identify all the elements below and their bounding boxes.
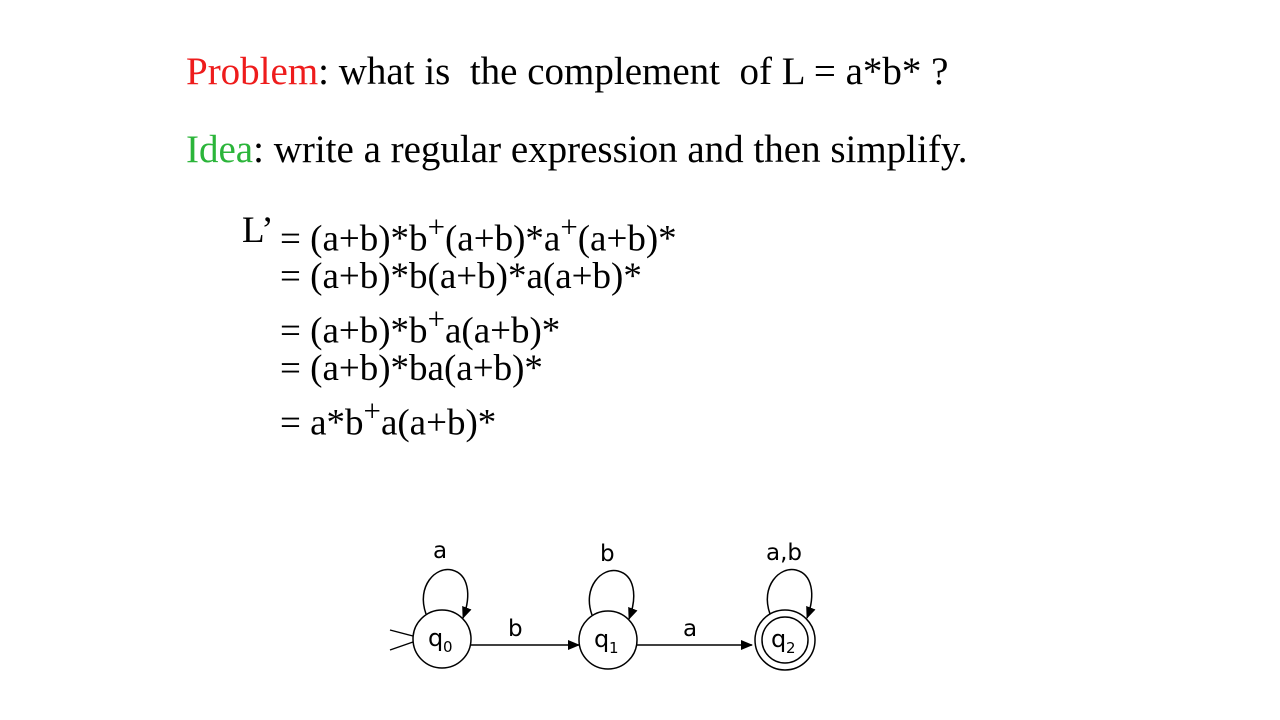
problem-keyword: Problem [186,50,319,93]
state-q1-name: q [594,625,610,653]
derivation-lhs: L’ [242,210,274,251]
transition-label-a: a [683,616,698,642]
state-q1 [579,611,637,669]
transition-label-b: b [508,616,523,642]
idea-keyword: Idea [186,128,254,171]
self-loop-q0 [423,538,467,618]
expr-part: = a*b [280,402,364,444]
expr-part: a(a+b)* [380,402,497,444]
state-q1-sub: 1 [609,639,619,657]
problem-text: : what is the complement of L = a*b* ? [318,50,949,93]
transition-q0-q1 [471,616,579,645]
state-q0 [413,610,471,668]
state-q0-sub: 0 [443,638,453,656]
loop-label-q2: a,b [766,540,803,566]
idea-text: : write a regular expression and then simplify. [253,128,968,171]
state-q2-name: q [771,625,787,653]
self-loop-q2 [766,540,812,618]
start-arrow [390,630,413,650]
expr-part: = (a+b)*b(a+b)*a(a+b)* [280,256,642,297]
superscript-plus: + [427,302,445,336]
state-q2-sub: 2 [786,639,796,657]
superscript-plus: + [427,210,445,244]
expr-part: = (a+b)*ba(a+b)* [280,348,543,389]
expr-part: a(a+b)* [444,310,561,352]
loop-label-q1: b [600,541,615,567]
superscript-plus: + [560,210,578,244]
state-q0-name: q [428,624,444,652]
expr-part: = (a+b)*b [280,218,428,260]
state-q2 [755,610,815,670]
superscript-plus: + [363,394,381,428]
expr-part: (a+b)*a [444,218,561,260]
transition-q1-q2 [637,616,752,645]
expr-part: = (a+b)*b [280,310,428,352]
loop-label-q0: a [433,538,448,564]
self-loop-q1 [589,541,633,619]
expr-part: (a+b)* [577,218,677,260]
